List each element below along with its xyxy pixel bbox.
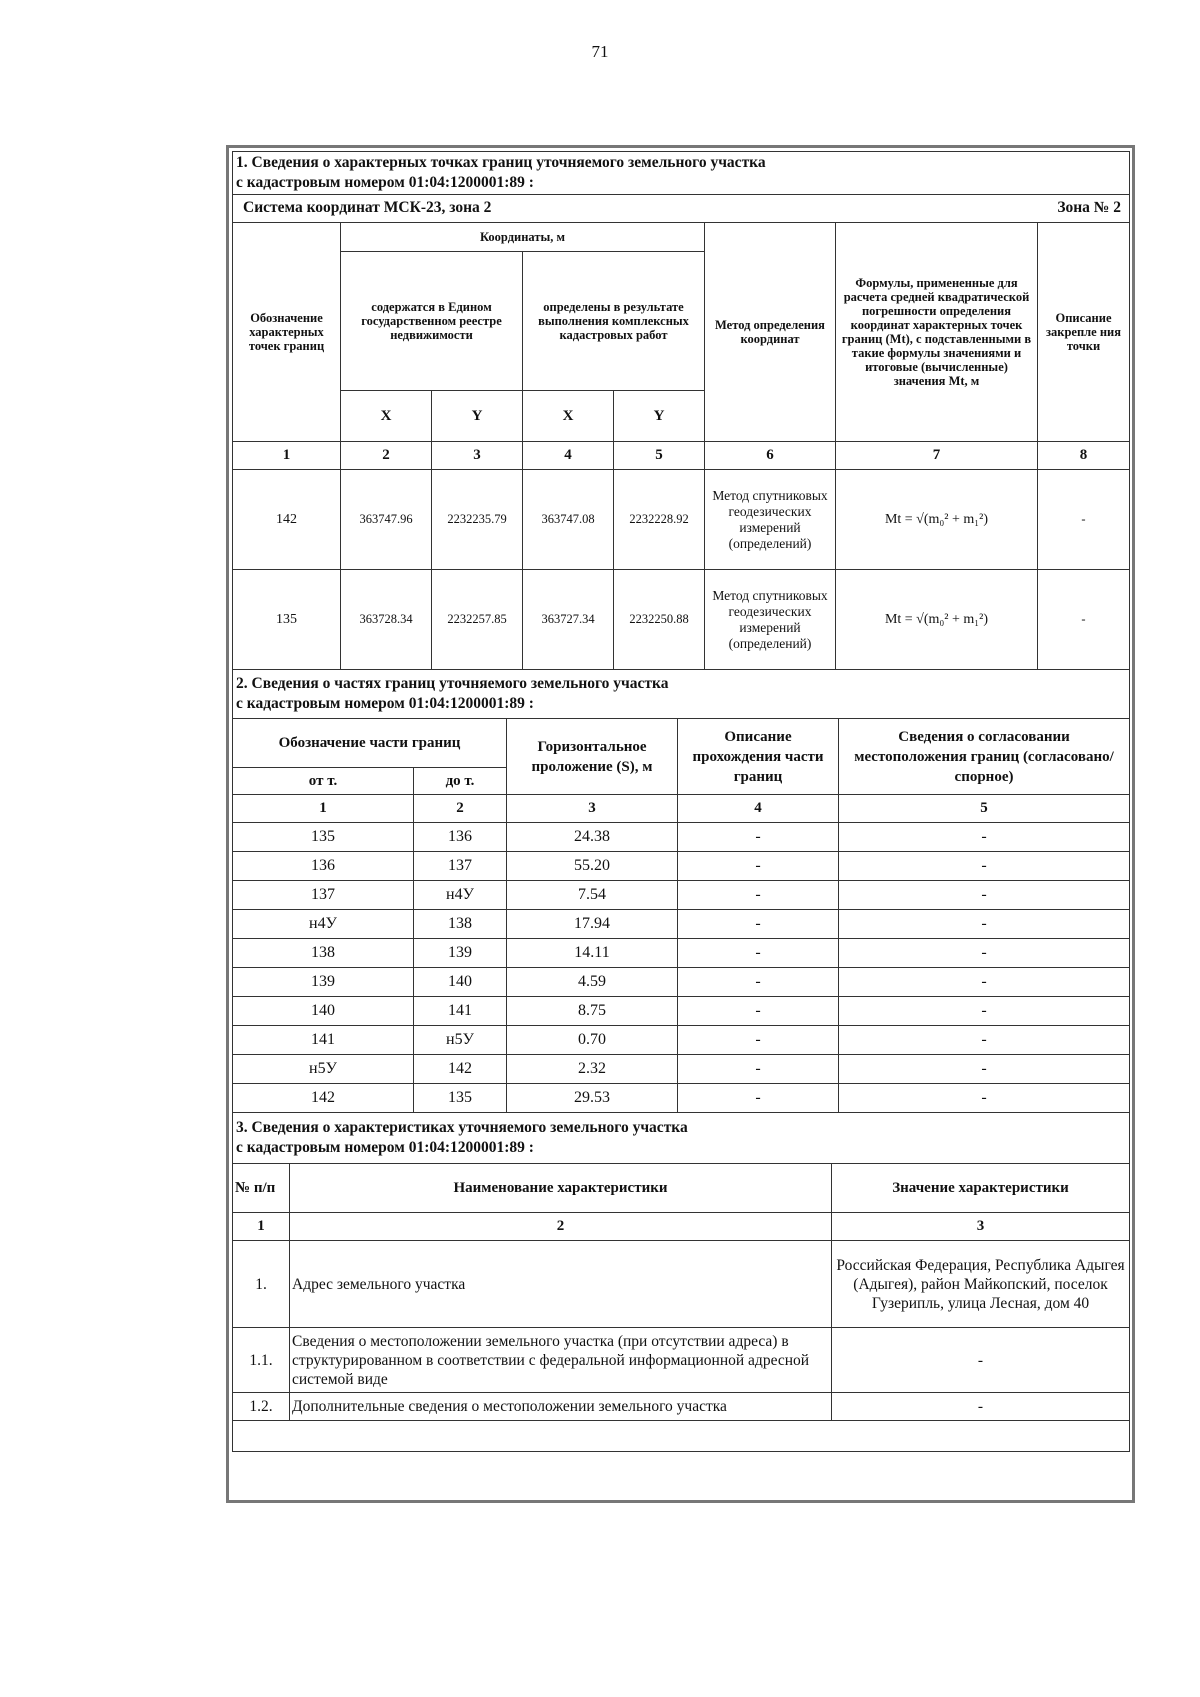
char-name: Дополнительные сведения о местоположении земельного участка: [290, 1393, 832, 1421]
header-y2: Y: [614, 391, 705, 442]
part-description: -: [678, 1055, 839, 1084]
col-number: 5: [839, 795, 1130, 823]
part-to: 137: [414, 852, 507, 881]
part-from: 141: [233, 1026, 414, 1055]
horizontal-length: 4.59: [507, 968, 678, 997]
method: Метод спутниковых геодезических измерений (определений): [705, 570, 836, 670]
table-row: [233, 1026, 1130, 1055]
empty-cell: [233, 1421, 1130, 1452]
section3-title: [233, 1113, 1130, 1164]
horizontal-length: 17.94: [507, 910, 678, 939]
header-value: Значение характеристики: [832, 1164, 1130, 1213]
table-row: [233, 939, 1130, 968]
col-number: 2: [341, 442, 432, 470]
char-value: -: [832, 1328, 1130, 1393]
x-registry: 363728.34: [341, 570, 432, 670]
part-agreement: -: [839, 852, 1130, 881]
table-row: [233, 968, 1130, 997]
part-from: 135: [233, 823, 414, 852]
formula: Mt = √(m₀² + m₁²): [836, 470, 1038, 570]
header-x1: X: [341, 391, 432, 442]
part-from: 137: [233, 881, 414, 910]
part-to: н4У: [414, 881, 507, 910]
table-row: [233, 997, 1130, 1026]
part-agreement: -: [839, 910, 1130, 939]
col-number: 3: [832, 1213, 1130, 1241]
boundary-parts-table: [232, 669, 1130, 1113]
part-description: -: [678, 1084, 839, 1113]
header-agreement: Сведения о согласовании местоположения границ (согласовано/спорное): [839, 719, 1130, 795]
char-value: Российская Федерация, Республика Адыгея (Адыгея), район Майкопский, поселок Гузерипль, улица Лесная, дом 40: [832, 1241, 1130, 1328]
table-row: [233, 910, 1130, 939]
part-description: -: [678, 881, 839, 910]
part-agreement: -: [839, 997, 1130, 1026]
horizontal-length: 7.54: [507, 881, 678, 910]
header-point-designation: Обозначение характерных точек границ: [233, 223, 341, 442]
char-value: -: [832, 1393, 1130, 1421]
section2-title-line2: с кадастровым номером 01:04:1200001:89 :: [236, 695, 534, 712]
part-from: 142: [233, 1084, 414, 1113]
point-id: 142: [233, 470, 341, 570]
part-to: 138: [414, 910, 507, 939]
char-no: 1.: [233, 1241, 290, 1328]
page-number: 71: [591, 42, 609, 61]
horizontal-length: 8.75: [507, 997, 678, 1026]
part-to: 136: [414, 823, 507, 852]
part-agreement: -: [839, 1026, 1130, 1055]
section3-title-line1: 3. Сведения о характеристиках уточняемого земельного участка: [236, 1119, 688, 1136]
col-number: 8: [1038, 442, 1130, 470]
char-name: Адрес земельного участка: [290, 1241, 832, 1328]
point-id: 135: [233, 570, 341, 670]
part-agreement: -: [839, 881, 1130, 910]
y-registry: 2232235.79: [432, 470, 523, 570]
part-from: н5У: [233, 1055, 414, 1084]
char-no: 1.1.: [233, 1328, 290, 1393]
col-number: 4: [678, 795, 839, 823]
header-formulas: Формулы, примененные для расчета средней квадратической погрешности определения координат характерных точек границ (Mt), с подставленными в такие формулы значениями и итоговые (вычисленные) значения Mt, м: [836, 223, 1038, 442]
header-in-registry: содержатся в Едином государственном реестре недвижимости: [341, 252, 523, 391]
characteristics-table: [232, 1112, 1130, 1452]
part-description: -: [678, 823, 839, 852]
col-number: 3: [432, 442, 523, 470]
part-from: 140: [233, 997, 414, 1026]
horizontal-length: 29.53: [507, 1084, 678, 1113]
char-no: 1.2.: [233, 1393, 290, 1421]
header-no: № п/п: [233, 1164, 290, 1213]
x-determined: 363727.34: [523, 570, 614, 670]
table-row: [233, 1328, 1130, 1393]
horizontal-length: 14.11: [507, 939, 678, 968]
header-fixing: Описание закрепле ния точки: [1038, 223, 1130, 442]
part-to: 135: [414, 1084, 507, 1113]
fixing: -: [1038, 570, 1130, 670]
col-number: 5: [614, 442, 705, 470]
header-y1: Y: [432, 391, 523, 442]
part-to: н5У: [414, 1026, 507, 1055]
col-number: 1: [233, 795, 414, 823]
header-description: Описание прохождения части границ: [678, 719, 839, 795]
part-to: 141: [414, 997, 507, 1026]
coord-system-row: [233, 195, 1130, 223]
part-from: 136: [233, 852, 414, 881]
table-row: [233, 881, 1130, 910]
part-description: -: [678, 939, 839, 968]
y-determined: 2232228.92: [614, 470, 705, 570]
col-number: 1: [233, 442, 341, 470]
section1-title: [233, 152, 1130, 195]
part-to: 140: [414, 968, 507, 997]
section2-title: [233, 670, 1130, 719]
part-from: 138: [233, 939, 414, 968]
header-x2: X: [523, 391, 614, 442]
col-number: 6: [705, 442, 836, 470]
table-row: [233, 1084, 1130, 1113]
y-registry: 2232257.85: [432, 570, 523, 670]
table-row: [233, 1241, 1130, 1328]
part-from: н4У: [233, 910, 414, 939]
points-table: [232, 151, 1130, 670]
table-row: [233, 570, 1130, 670]
method: Метод спутниковых геодезических измерений (определений): [705, 470, 836, 570]
formula: Mt = √(m₀² + m₁²): [836, 570, 1038, 670]
horizontal-length: 2.32: [507, 1055, 678, 1084]
header-from: от т.: [233, 768, 414, 795]
char-name: Сведения о местоположении земельного участка (при отсутствии адреса) в структурированном в соответствии с федеральной информационной адресной системой виде: [290, 1328, 832, 1393]
part-to: 139: [414, 939, 507, 968]
document-frame: [226, 145, 1135, 1503]
table-row: [233, 1393, 1130, 1421]
part-agreement: -: [839, 1055, 1130, 1084]
header-coordinates: Координаты, м: [341, 223, 705, 252]
part-from: 139: [233, 968, 414, 997]
part-description: -: [678, 1026, 839, 1055]
part-description: -: [678, 910, 839, 939]
col-number: 2: [290, 1213, 832, 1241]
col-number: 3: [507, 795, 678, 823]
header-to: до т.: [414, 768, 507, 795]
empty-row: [233, 1421, 1130, 1452]
part-agreement: -: [839, 823, 1130, 852]
part-agreement: -: [839, 939, 1130, 968]
col-number: 1: [233, 1213, 290, 1241]
zone-label: Зона № 2: [1057, 199, 1122, 216]
horizontal-length: 0.70: [507, 1026, 678, 1055]
header-method: Метод определения координат: [705, 223, 836, 442]
document-content: [232, 151, 1129, 1452]
table-row: [233, 470, 1130, 570]
fixing: -: [1038, 470, 1130, 570]
table-row: [233, 823, 1130, 852]
part-description: -: [678, 997, 839, 1026]
col-number: 7: [836, 442, 1038, 470]
table-row: [233, 1055, 1130, 1084]
y-determined: 2232250.88: [614, 570, 705, 670]
header-determined: определены в результате выполнения комплексных кадастровых работ: [523, 252, 705, 391]
col-number: 2: [414, 795, 507, 823]
section1-title-line1: 1. Сведения о характерных точках границ уточняемого земельного участка: [236, 154, 766, 171]
part-description: -: [678, 852, 839, 881]
part-agreement: -: [839, 968, 1130, 997]
x-determined: 363747.08: [523, 470, 614, 570]
horizontal-length: 24.38: [507, 823, 678, 852]
header-horizontal: Горизонтальное проложение (S), м: [507, 719, 678, 795]
section1-title-line2: с кадастровым номером 01:04:1200001:89 :: [236, 174, 534, 191]
x-registry: 363747.96: [341, 470, 432, 570]
horizontal-length: 55.20: [507, 852, 678, 881]
section3-title-line2: с кадастровым номером 01:04:1200001:89 :: [236, 1139, 534, 1156]
part-to: 142: [414, 1055, 507, 1084]
boundary-parts-rows: [233, 823, 1130, 1113]
table-row: [233, 852, 1130, 881]
header-part-designation: Обозначение части границ: [233, 719, 507, 768]
section2-title-line1: 2. Сведения о частях границ уточняемого земельного участка: [236, 675, 669, 692]
part-agreement: -: [839, 1084, 1130, 1113]
part-description: -: [678, 968, 839, 997]
coord-system: Система координат МСК-23, зона 2: [243, 199, 492, 216]
col-number: 4: [523, 442, 614, 470]
header-name: Наименование характеристики: [290, 1164, 832, 1213]
